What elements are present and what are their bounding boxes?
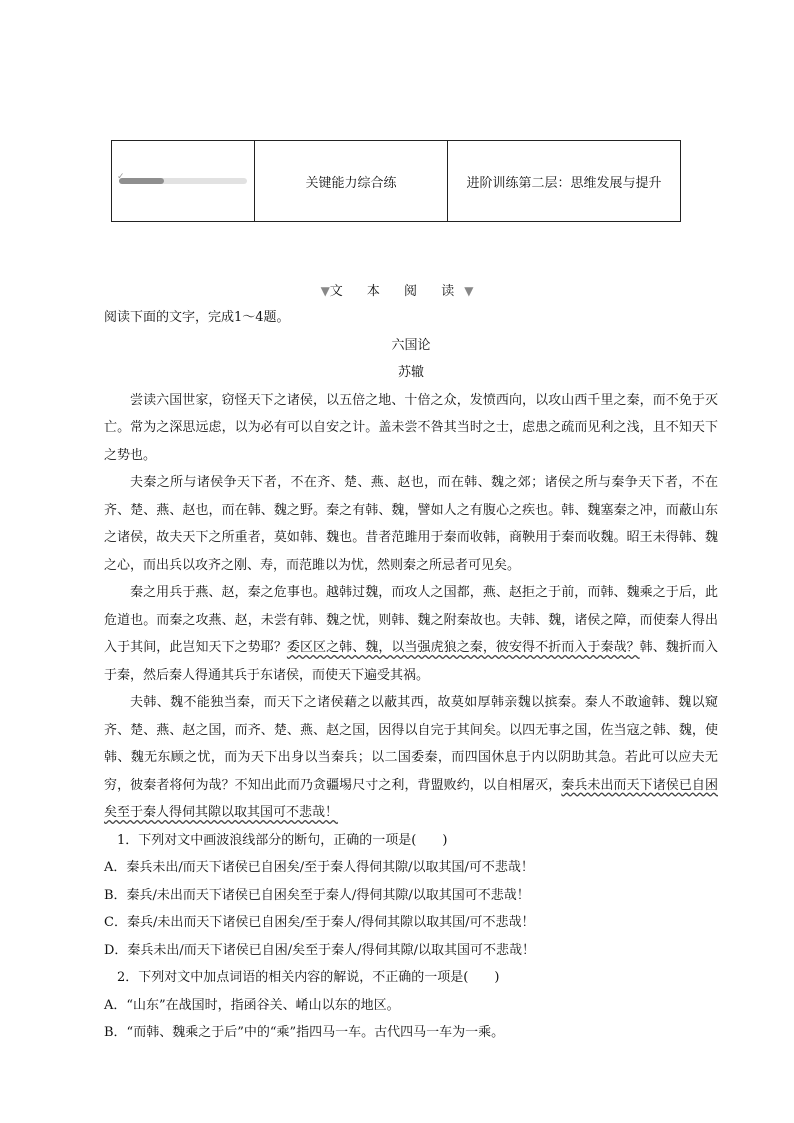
- paragraph-4-part-a: 夫韩、魏不能独当秦，而天下之诸侯藉之以蔽其西，故莫如厚韩亲魏以摈秦。秦人不敢逾韩、魏以窥齐、楚、燕、赵之国，而齐、楚、燕、赵之国，因得以自完于其间矣。以四无事之国，佐当寇之韩、魏，使韩、魏无东顾之忧，而为天下出身以当秦兵；以二国委秦，而四国休息于内以阴助其急。若此可以应夫无穷，彼秦者将何为哉？不知出此而乃贪疆埸尺寸之利，背盟败约，以自相屠灭，: [104, 695, 718, 793]
- paragraph-3-part-c: 韩、魏折而入于秦，然后秦人得通其兵于东诸侯，而使天下遍受其祸。: [104, 640, 718, 683]
- question-1-option-d: D．秦兵未出/而天下诸侯已自困/矣至于秦人/得伺其隙/以取其国可不悲哉！: [104, 942, 535, 958]
- header-cell-progress: [112, 141, 254, 221]
- question-2-option-a: A．“山东”在战国时，指函谷关、崤山以东的地区。: [104, 997, 400, 1013]
- section-title-text: 文 本 阅 读: [329, 284, 465, 299]
- section-title: [0, 280, 794, 299]
- essay-paragraph-1: 尝读六国世家，窃怪天下之诸侯，以五倍之地、十倍之众，发愤西向，以攻山西千里之秦，而不免于灭亡。常为之深思远虑，以为必有可以自安之计。盖未尝不咎其当时之士，虑患之疏而见利之浅，且不知天下之势也。: [104, 392, 718, 463]
- progress-bar: [117, 172, 247, 184]
- header-cell-title: 关键能力综合练: [254, 141, 447, 221]
- question-2-stem: 2．下列对文中加点词语的相关内容的解说，不正确的一项是( ): [117, 970, 500, 985]
- question-1-option-b: B．秦兵/未出而天下诸侯已自困矣至于秦人/得伺其隙/以取其国可不悲哉！: [104, 887, 530, 903]
- wavy-underlined-sentence: 秦兵未出而天下诸侯已自困矣至于秦人得伺其隙以取其国可不悲哉！: [104, 777, 718, 820]
- question-1-stem: 1．下列对文中画波浪线部分的断句，正确的一项是( ): [117, 832, 448, 848]
- instruction: 阅读下面的文字，完成1～4题。: [104, 310, 290, 325]
- essay-author: 苏辙: [397, 365, 424, 380]
- essay-paragraph-3: [104, 579, 718, 689]
- header-cell-subtitle: 进阶训练第二层：思维发展与提升: [447, 141, 680, 221]
- triangle-left-icon: ▼: [320, 284, 330, 298]
- essay-paragraph-2: 夫秦之所与诸侯争天下者，不在齐、楚、燕、赵也，而在韩、魏之郊；诸侯之所与秦争天下者，不在齐、楚、燕、赵也，而在韩、魏之野。秦之有韩、魏，譬如人之有腹心之疾也。韩、魏塞秦之冲，而蔽山东之诸侯，故夫天下之所重者，莫如韩、魏也。昔者范雎用于秦而收韩，商鞅用于秦而收魏。昭王未得韩、魏之心，而出兵以攻齐之刚、寿，而范雎以为忧，然则秦之所忌者可见矣。: [104, 475, 718, 573]
- essay-paragraph-4: [104, 689, 718, 827]
- progress-bar-fill: [119, 178, 164, 184]
- essay-title: 六国论: [391, 337, 431, 353]
- triangle-right-icon: ▼: [464, 284, 474, 298]
- straight-underlined-sentence: 委区区之韩、魏，以当强虎狼之秦，彼安得不折而入于秦哉？: [286, 640, 640, 655]
- check-icon: ✓: [117, 172, 125, 182]
- question-1-option-c: C．秦兵/未出而天下诸侯已自困矣/至于秦人/得伺其隙以取其国/可不悲哉！: [104, 915, 535, 930]
- paragraph-3-part-a: 秦之用兵于燕、赵，秦之危事也。越韩过魏，而攻人之国都，燕、赵拒之于前，而韩、魏乘之于后，此危道也。而秦之攻燕、赵，未尝有韩、魏之忧，则韩、魏之附秦故也。夫韩、魏，诸侯之障，而使秦人得出入于其间，此岂知天下之势耶？: [104, 585, 718, 655]
- reading-content: [104, 304, 718, 1047]
- question-1-option-a: A．秦兵未出/而天下诸侯已自困矣/至于秦人得伺其隙/以取其国/可不悲哉！: [104, 860, 534, 875]
- header-table: [111, 140, 681, 222]
- question-2-option-b: B．“而韩、魏乘之于后”中的“乘”指四马一车。古代四马一车为一乘。: [104, 1025, 505, 1040]
